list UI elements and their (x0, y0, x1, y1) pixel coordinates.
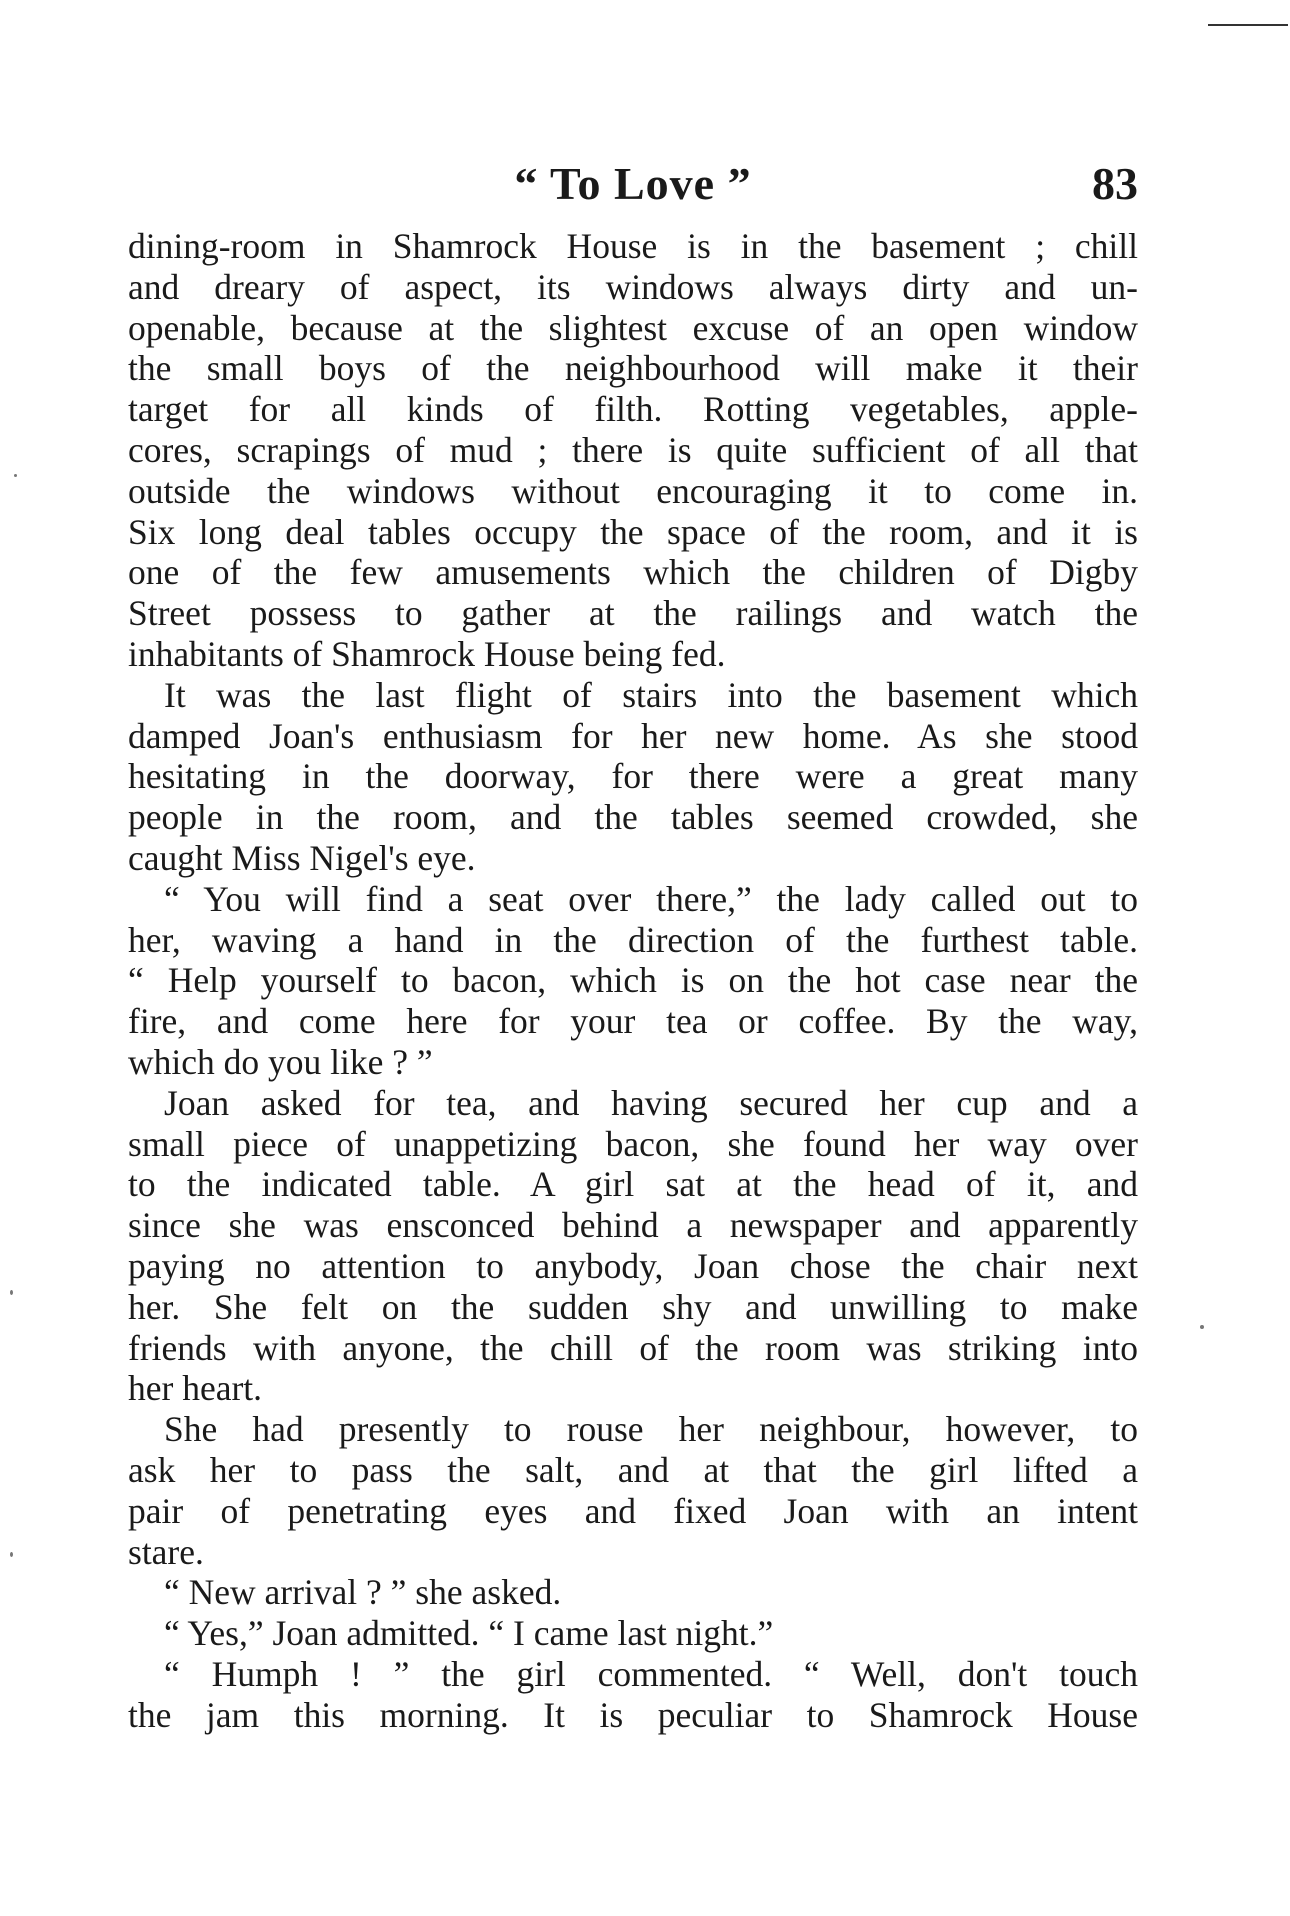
text-line: fire, and come here for your tea or coffee. By the way, (128, 1001, 1138, 1042)
text-line: “ Humph ! ” the girl commented. “ Well, don't touch (164, 1653, 1138, 1694)
text-line: caught Miss Nigel's eye. (128, 837, 476, 878)
text-line: It was the last flight of stairs into the basement which (164, 674, 1138, 715)
running-head (128, 154, 1138, 214)
text-line: her. She felt on the sudden shy and unwilling to make (128, 1286, 1138, 1327)
text-line: people in the room, and the tables seemed crowded, she (128, 797, 1138, 838)
text-line: her heart. (128, 1368, 263, 1409)
text-line: the small boys of the neighbourhood will make it their (128, 348, 1138, 389)
text-line: friends with anyone, the chill of the room was striking into (128, 1327, 1138, 1368)
text-line: paying no attention to anybody, Joan chose the chair next (128, 1245, 1138, 1286)
margin-speck (10, 1552, 13, 1557)
margin-speck (10, 1290, 13, 1295)
body-text (128, 226, 1138, 1735)
corner-rule (1208, 24, 1288, 26)
text-line: dining-room in Shamrock House is in the basement ; chill (128, 226, 1138, 266)
text-line: Joan asked for tea, and having secured her cup and a (164, 1082, 1138, 1123)
text-line: ask her to pass the salt, and at that the girl lifted a (128, 1449, 1138, 1490)
text-line: hesitating in the doorway, for there were a great many (128, 756, 1138, 797)
text-line: openable, because at the slightest excuse of an open window (128, 307, 1138, 348)
text-line: small piece of unappetizing bacon, she found her way over (128, 1123, 1138, 1164)
text-line: She had presently to rouse her neighbour, however, to (164, 1409, 1138, 1450)
text-line: cores, scrapings of mud ; there is quite sufficient of all that (128, 429, 1138, 470)
text-line: “ Help yourself to bacon, which is on the hot case near the (128, 960, 1138, 1001)
text-line: “ New arrival ? ” she asked. (164, 1572, 562, 1613)
text-line: Street possess to gather at the railings and watch the (128, 593, 1138, 634)
text-line: outside the windows without encouraging it to come in. (128, 470, 1138, 511)
text-line: pair of penetrating eyes and fixed Joan with an intent (128, 1490, 1138, 1531)
text-line: and dreary of aspect, its windows always dirty and un- (128, 266, 1138, 307)
margin-speck (1200, 1325, 1204, 1329)
text-line: to the indicated table. A girl sat at the head of it, and (128, 1164, 1138, 1205)
text-line: Six long deal tables occupy the space of the room, and it is (128, 511, 1138, 552)
running-title: “ To Love ” (514, 158, 752, 209)
text-line: the jam this morning. It is peculiar to Shamrock House (128, 1694, 1138, 1735)
text-line: damped Joan's enthusiasm for her new home. As she stood (128, 715, 1138, 756)
text-line: “ Yes,” Joan admitted. “ I came last night.” (164, 1613, 774, 1654)
margin-speck (14, 474, 17, 477)
text-line: stare. (128, 1531, 204, 1572)
text-line: her, waving a hand in the direction of the furthest table. (128, 919, 1138, 960)
text-line: inhabitants of Shamrock House being fed. (128, 633, 726, 674)
text-line: target for all kinds of filth. Rotting vegetables, apple- (128, 389, 1138, 430)
text-line: “ You will find a seat over there,” the lady called out to (164, 878, 1138, 919)
page-number: 83 (1092, 158, 1138, 209)
text-line: one of the few amusements which the children of Digby (128, 552, 1138, 593)
text-line: since she was ensconced behind a newspaper and apparently (128, 1205, 1138, 1246)
text-line: which do you like ? ” (128, 1041, 433, 1082)
